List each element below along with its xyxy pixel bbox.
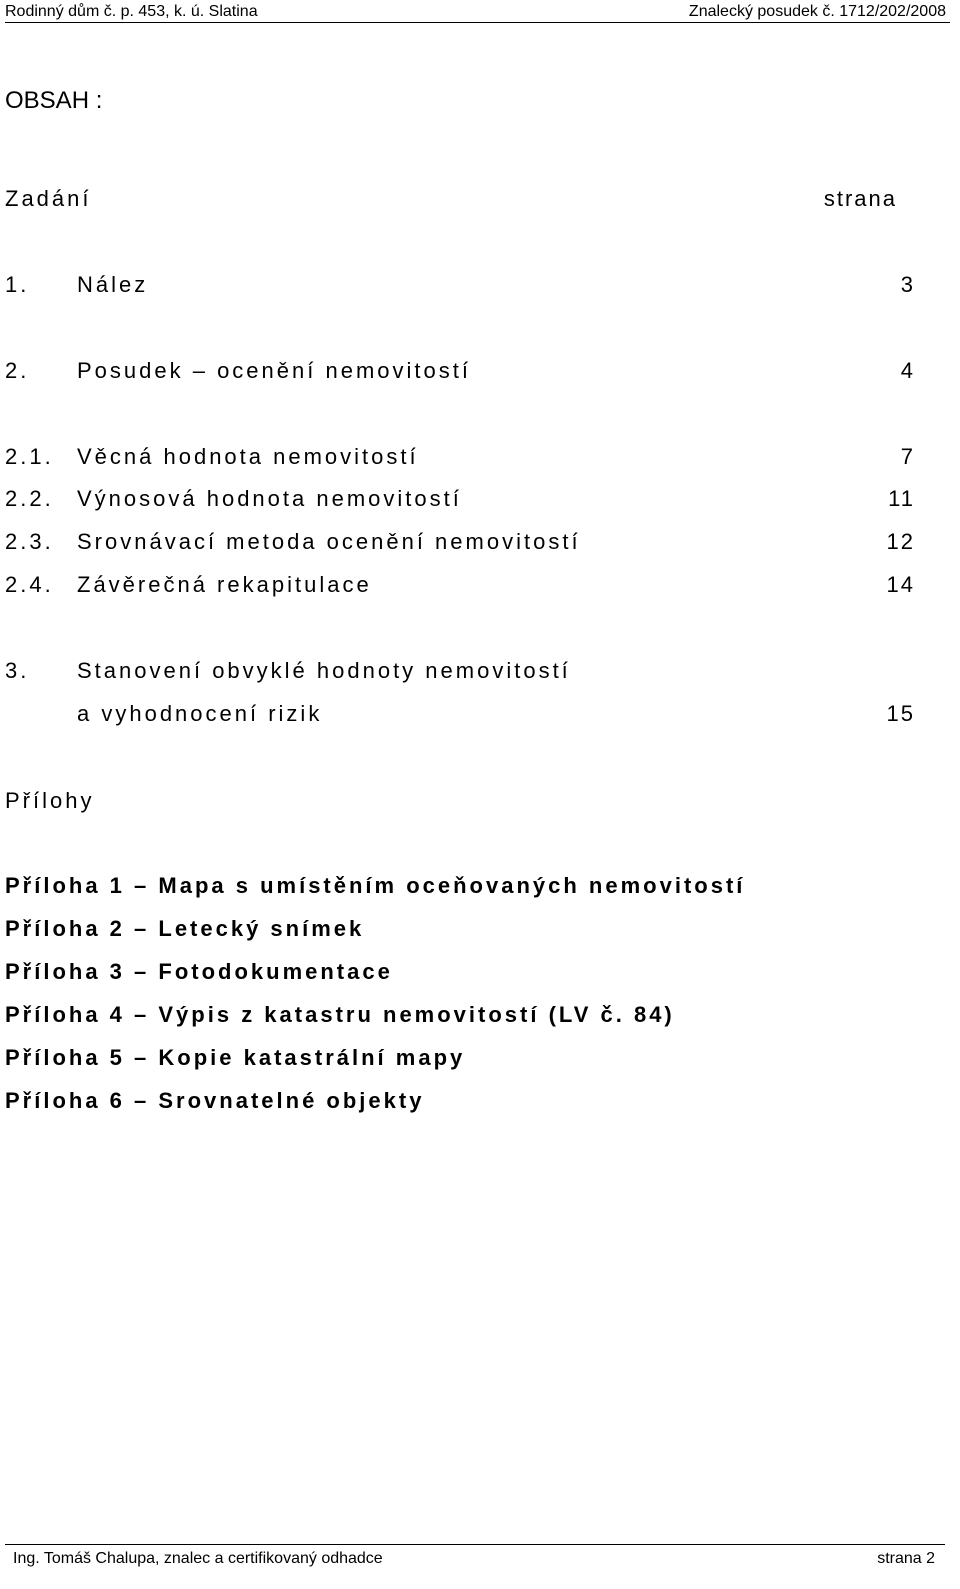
toc-entry-title: Stanovení obvyklé hodnoty nemovitostí xyxy=(77,658,571,683)
footer-author: Ing. Tomáš Chalupa, znalec a certifikovaný odhadce xyxy=(13,1550,383,1567)
toc-entry-number: 3. xyxy=(5,658,30,683)
toc-entry-title: Výnosová hodnota nemovitostí xyxy=(77,486,462,511)
page-footer xyxy=(5,1544,945,1567)
toc-header-label: Zadání xyxy=(5,186,92,211)
toc-entry-page: 12 xyxy=(886,529,915,554)
header-document-subject: Rodinný dům č. p. 453, k. ú. Slatina xyxy=(5,3,258,20)
page-title: OBSAH : xyxy=(5,87,103,114)
toc-entry-title: Závěrečná rekapitulace xyxy=(77,572,372,597)
toc-entry xyxy=(5,528,915,556)
header-report-number: Znalecký posudek č. 1712/202/2008 xyxy=(688,3,946,20)
toc-entry-number: 1. xyxy=(5,272,30,297)
toc-entry-page: 7 xyxy=(900,444,915,469)
attachment-item: Příloha 3 – Fotodokumentace xyxy=(5,959,393,984)
attachments-heading: Přílohy xyxy=(5,788,95,813)
toc-entry-title: Srovnávací metoda ocenění nemovitostí xyxy=(77,529,581,554)
toc-entry xyxy=(5,657,915,685)
toc-entry-number: 2. xyxy=(5,358,30,383)
toc-entry-number: 2.4. xyxy=(5,572,54,597)
toc-entry-page: 15 xyxy=(886,701,915,726)
attachment-item: Příloha 1 – Mapa s umístěním oceňovaných nemovitostí xyxy=(5,873,746,898)
toc-entry xyxy=(5,357,915,385)
toc-entry xyxy=(5,443,915,471)
toc-header-row xyxy=(5,185,915,213)
toc-entry-number: 2.2. xyxy=(5,486,54,511)
page-header xyxy=(5,2,950,23)
toc-entry-title: a vyhodnocení rizik xyxy=(77,701,323,726)
toc-entry xyxy=(5,571,915,599)
toc-entry-number: 2.3. xyxy=(5,529,54,554)
footer-page-number: strana 2 xyxy=(877,1550,935,1567)
toc-entry-title: Nález xyxy=(77,272,149,297)
toc-entry-page: 14 xyxy=(886,572,915,597)
toc-entry-number: 2.1. xyxy=(5,444,54,469)
toc-entry-page: 4 xyxy=(900,358,915,383)
toc-entry-continuation xyxy=(5,700,915,728)
toc-entry-page: 11 xyxy=(888,486,915,511)
attachment-item: Příloha 4 – Výpis z katastru nemovitostí (LV č. 84) xyxy=(5,1002,675,1027)
toc-entry-title: Věcná hodnota nemovitostí xyxy=(77,444,419,469)
attachment-item: Příloha 6 – Srovnatelné objekty xyxy=(5,1088,425,1113)
toc-entry xyxy=(5,485,915,513)
attachment-item: Příloha 5 – Kopie katastrální mapy xyxy=(5,1045,466,1070)
toc-entry-page: 3 xyxy=(900,272,915,297)
toc-entry xyxy=(5,271,915,299)
attachment-item: Příloha 2 – Letecký snímek xyxy=(5,916,365,941)
toc-entry-title: Posudek – ocenění nemovitostí xyxy=(77,358,471,383)
toc-header-page-label: strana xyxy=(823,186,897,211)
